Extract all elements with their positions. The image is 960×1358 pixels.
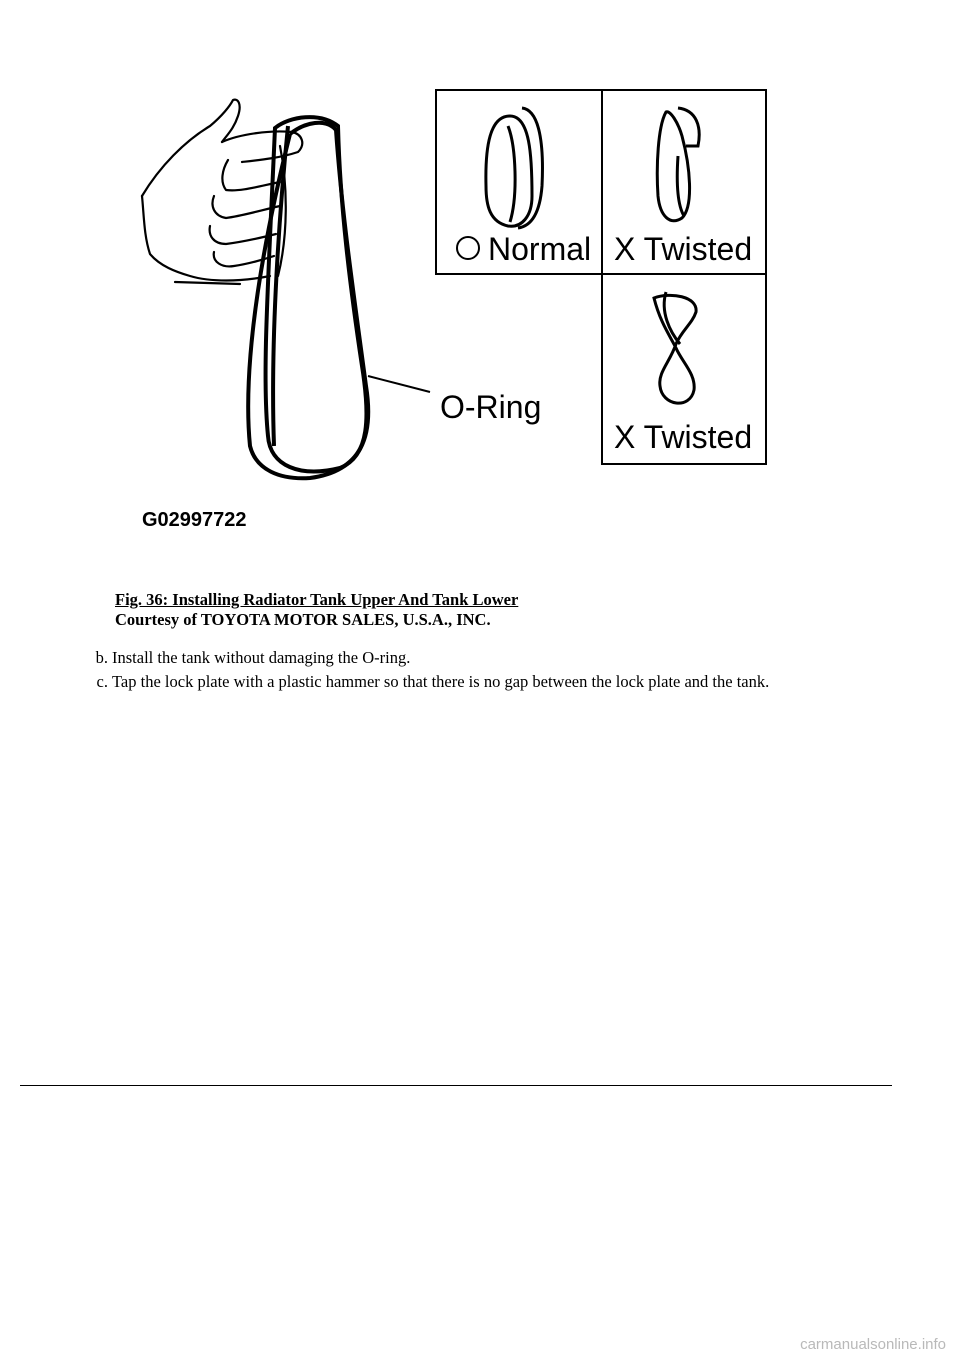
horizontal-rule <box>20 1085 892 1086</box>
twisted-label-1: X Twisted <box>614 231 753 267</box>
list-item <box>82 672 769 692</box>
figure-caption <box>115 590 518 630</box>
step-marker: c. <box>96 672 108 691</box>
o-ring-drawing <box>248 117 368 478</box>
figure-code: G02997722 <box>142 509 247 531</box>
figure-credit: Courtesy of TOYOTA MOTOR SALES, U.S.A., INC. <box>115 610 491 629</box>
twisted-loop-1-drawing <box>657 108 699 221</box>
circle-mark-icon <box>457 237 479 259</box>
list-item <box>82 648 769 668</box>
step-text: Install the tank without damaging the O-ring. <box>112 648 411 667</box>
twisted-loop-2-drawing <box>654 292 696 403</box>
figure-title: Fig. 36: Installing Radiator Tank Upper And Tank Lower <box>115 590 519 609</box>
normal-label: Normal <box>488 231 592 267</box>
step-text: Tap the lock plate with a plastic hammer so that there is no gap between the lock plate and the tank. <box>112 672 770 691</box>
watermark: carmanualsonline.info <box>800 1336 946 1353</box>
normal-loop-drawing <box>486 108 543 228</box>
o-ring-label: O-Ring <box>440 389 542 425</box>
step-list <box>82 648 769 696</box>
step-marker: b. <box>95 648 108 667</box>
figure-illustration <box>130 86 770 536</box>
twisted-label-2: X Twisted <box>614 419 753 455</box>
o-ring-diagram <box>130 86 770 536</box>
